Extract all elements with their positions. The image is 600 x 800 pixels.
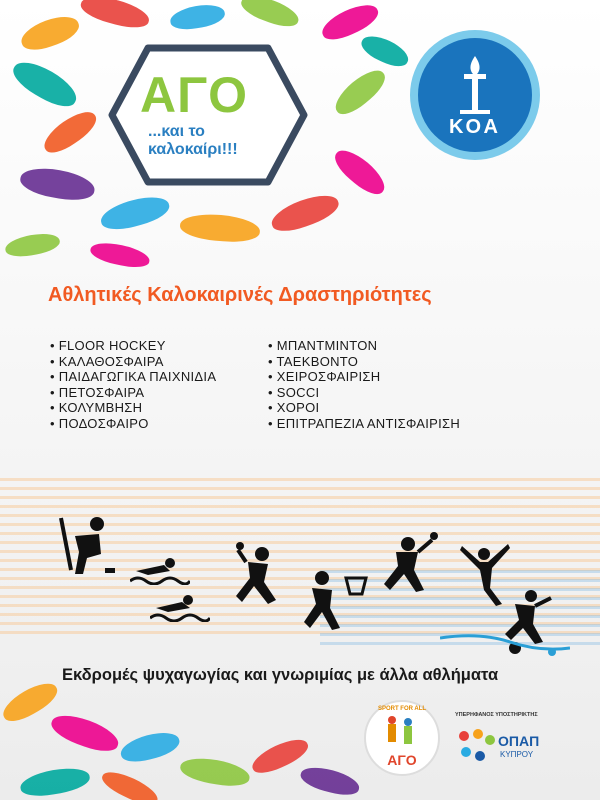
runners-icon bbox=[366, 714, 438, 754]
ago-logo-subtitle bbox=[148, 123, 278, 159]
list-item: • ΤΑΕΚΒΟΝΤΟ bbox=[268, 354, 460, 370]
opap-name: ΟΠΑΠ bbox=[498, 733, 540, 749]
opap-country: ΚΥΠΡΟΥ bbox=[500, 750, 534, 759]
ago-logo-subtitle-line2: καλοκαίρι!!! bbox=[148, 141, 238, 158]
pitch-line-decoration bbox=[440, 628, 570, 658]
sport-for-all-bottom-text: ΑΓΟ bbox=[387, 752, 417, 768]
floor-hockey-pictogram bbox=[55, 510, 125, 580]
ago-logo-subtitle-line1: ...και το bbox=[148, 123, 205, 140]
list-item: • FLOOR HOCKEY bbox=[50, 338, 216, 354]
list-item: • ΕΠΙΤΡΑΠΕΖΙΑ ΑΝΤΙΣΦΑΙΡΙΣΗ bbox=[268, 416, 460, 432]
list-item: • ΠΕΤΟΣΦΑΙΡΑ bbox=[50, 385, 216, 401]
list-item: • ΧΟΡΟΙ bbox=[268, 400, 460, 416]
basketball-pictogram bbox=[300, 568, 370, 633]
activities-list-right bbox=[268, 338, 460, 431]
opap-logo-icon bbox=[456, 728, 496, 764]
swimming-pictogram-2 bbox=[150, 592, 210, 622]
activities-list-left bbox=[50, 338, 216, 431]
koa-badge-text: ΚΟΑ bbox=[449, 116, 501, 138]
activities-heading: Αθλητικές Καλοκαιρινές Δραστηριότητες bbox=[48, 284, 432, 306]
swimming-pictogram bbox=[130, 555, 190, 585]
ago-logo-title: ΑΓΟ bbox=[140, 67, 249, 123]
sport-for-all-logo bbox=[364, 700, 440, 776]
list-item: • ΧΕΙΡΟΣΦΑΙΡΙΣΗ bbox=[268, 369, 460, 385]
list-item: • ΠΟΔΟΣΦΑΙΡΟ bbox=[50, 416, 216, 432]
list-item: • ΚΑΛΑΘΟΣΦΑΙΡΑ bbox=[50, 354, 216, 370]
volleyball-pictogram bbox=[378, 530, 448, 595]
list-item: • ΠΑΙΔΑΓΩΓΙΚΑ ΠΑΙΧΝΙΔΙΑ bbox=[50, 369, 216, 385]
koa-badge bbox=[410, 30, 540, 160]
handball-pictogram bbox=[228, 540, 288, 610]
supporter-label: ΥΠΕΡΗΦΑΝΟΣ ΥΠΟΣΤΗΡΙΚΤΗΣ bbox=[455, 712, 538, 718]
list-item: • SOCCI bbox=[268, 385, 460, 401]
sport-for-all-top-text: SPORT FOR ALL bbox=[377, 706, 427, 712]
excursions-text: Εκδρομές ψυχαγωγίας και γνωριμίας με άλλα αθλήματα bbox=[62, 666, 499, 684]
list-item: • ΜΠΑΝΤΜΙΝΤΟΝ bbox=[268, 338, 460, 354]
list-item: • ΚΟΛΥΜΒΗΣΗ bbox=[50, 400, 216, 416]
